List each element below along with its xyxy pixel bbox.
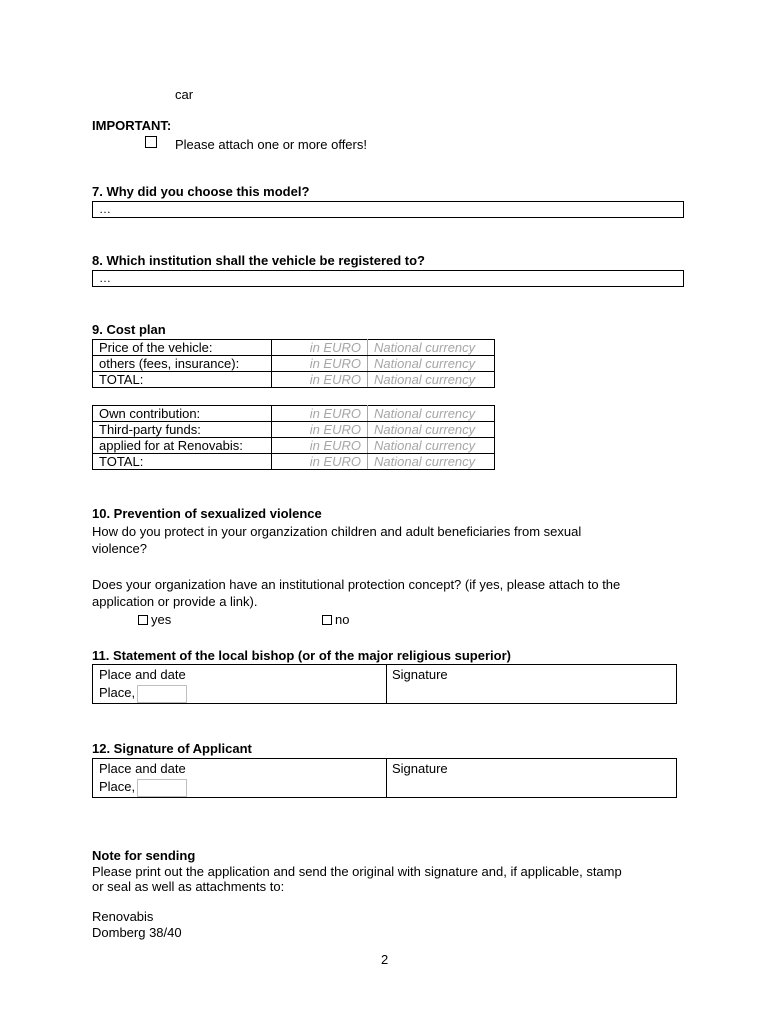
place-input[interactable] xyxy=(137,779,187,797)
q10-concept-line2: application or provide a link). xyxy=(92,594,258,609)
place-date-label: Place and date xyxy=(99,761,186,776)
place-date-cell xyxy=(93,665,387,703)
table-row xyxy=(93,406,495,422)
table-row xyxy=(93,438,495,454)
q12-title: 12. Signature of Applicant xyxy=(92,741,252,756)
euro-field[interactable]: in EURO xyxy=(272,454,368,470)
national-currency-field[interactable]: National currency xyxy=(368,438,495,454)
euro-field[interactable]: in EURO xyxy=(272,340,368,356)
signature-label: Signature xyxy=(392,761,448,776)
table-row xyxy=(93,422,495,438)
note-title: Note for sending xyxy=(92,848,196,863)
q10-question-line2: violence? xyxy=(92,541,147,556)
signature-label: Signature xyxy=(392,667,448,682)
national-currency-field[interactable]: National currency xyxy=(368,406,495,422)
attach-offers-checkbox[interactable] xyxy=(145,136,157,148)
page-number: 2 xyxy=(381,952,389,967)
q9-title: 9. Cost plan xyxy=(92,322,166,337)
yes-option[interactable] xyxy=(138,611,171,628)
national-currency-field[interactable]: National currency xyxy=(368,356,495,372)
place-date-label: Place and date xyxy=(99,667,186,682)
cost-table-funding xyxy=(92,405,495,470)
car-text: car xyxy=(175,87,194,102)
q8-answer-text: … xyxy=(99,271,111,285)
bishop-signature-table xyxy=(92,664,677,704)
yes-checkbox[interactable] xyxy=(138,615,148,625)
important-title: IMPORTANT: xyxy=(92,118,172,133)
yes-label: yes xyxy=(151,612,172,627)
euro-field[interactable]: in EURO xyxy=(272,356,368,372)
q7-title: 7. Why did you choose this model? xyxy=(92,184,310,199)
table-row xyxy=(93,340,495,356)
cost-label: TOTAL: xyxy=(93,454,272,470)
place-row xyxy=(99,684,187,703)
cost-label: Price of the vehicle: xyxy=(93,340,272,356)
euro-field[interactable]: in EURO xyxy=(272,438,368,454)
q11-title: 11. Statement of the local bishop (or of the major religious superior) xyxy=(92,648,511,663)
no-option[interactable] xyxy=(322,611,349,628)
note-line2: or seal as well as attachments to: xyxy=(92,879,285,894)
q10-concept-line1: Does your organization have an institutional protection concept? (if yes, please attach to the xyxy=(92,577,621,592)
place-row xyxy=(99,778,187,797)
cost-label: Own contribution: xyxy=(93,406,272,422)
no-checkbox[interactable] xyxy=(322,615,332,625)
q10-question-line1: How do you protect in your organzization children and adult beneficiaries from sexual xyxy=(92,524,582,539)
q8-title: 8. Which institution shall the vehicle be registered to? xyxy=(92,253,425,268)
euro-field[interactable]: in EURO xyxy=(272,372,368,388)
place-label: Place, xyxy=(99,779,136,794)
euro-field[interactable]: in EURO xyxy=(272,406,368,422)
cost-label: applied for at Renovabis: xyxy=(93,438,272,454)
cost-label: TOTAL: xyxy=(93,372,272,388)
cost-label: others (fees, insurance): xyxy=(93,356,272,372)
no-label: no xyxy=(335,612,350,627)
euro-field[interactable]: in EURO xyxy=(272,422,368,438)
table-row xyxy=(93,454,495,470)
national-currency-field[interactable]: National currency xyxy=(368,340,495,356)
note-line1: Please print out the application and send the original with signature and, if applicable, stamp xyxy=(92,864,622,879)
national-currency-field[interactable]: National currency xyxy=(368,422,495,438)
cost-label: Third-party funds: xyxy=(93,422,272,438)
q7-answer-field[interactable] xyxy=(92,201,684,218)
applicant-signature-table xyxy=(92,758,677,798)
attach-offers-label: Please attach one or more offers! xyxy=(175,137,367,152)
place-input[interactable] xyxy=(137,685,187,703)
q10-title: 10. Prevention of sexualized violence xyxy=(92,506,322,521)
national-currency-field[interactable]: National currency xyxy=(368,372,495,388)
table-row xyxy=(93,372,495,388)
address-line1: Renovabis xyxy=(92,909,154,924)
q7-answer-text: … xyxy=(99,202,111,216)
q8-answer-field[interactable] xyxy=(92,270,684,287)
place-label: Place, xyxy=(99,685,136,700)
national-currency-field[interactable]: National currency xyxy=(368,454,495,470)
place-date-cell xyxy=(93,759,387,797)
cost-table-vehicle xyxy=(92,339,495,388)
table-row xyxy=(93,356,495,372)
address-line2: Domberg 38/40 xyxy=(92,925,182,940)
